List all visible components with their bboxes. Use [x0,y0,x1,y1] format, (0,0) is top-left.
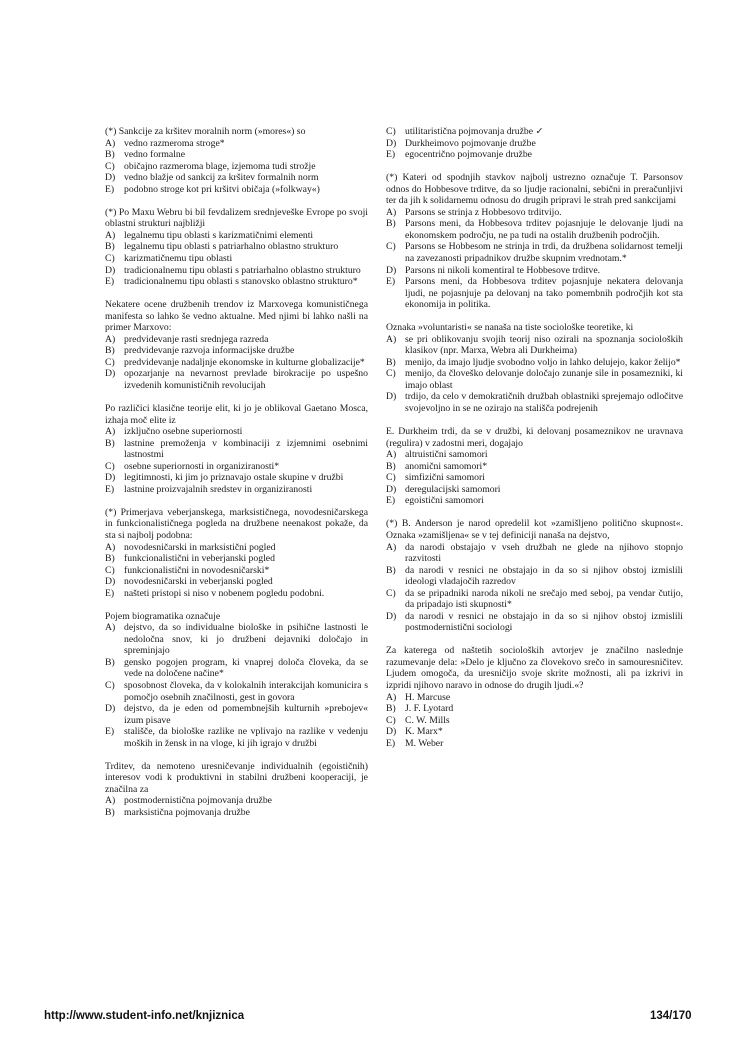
answer-option [105,703,368,726]
question [386,645,683,749]
option-letter: B) [105,437,115,449]
left-column [105,126,368,830]
answer-option [386,138,683,150]
option-letter: B) [105,806,115,818]
option-letter: D) [386,137,397,149]
option-letter: A) [105,795,116,807]
option-text: legalnemu tipu oblasti s patriarhalno oblastno strukturo [124,241,339,253]
answer-option [386,703,683,715]
option-letter: B) [105,241,115,253]
answer-option [386,241,683,264]
answer-option [105,726,368,749]
answer-option [386,692,683,704]
answer-option [105,276,368,288]
option-letter: B) [386,460,396,472]
option-letter: A) [105,541,116,553]
option-letter: A) [386,449,397,461]
question [386,518,683,633]
option-letter: D) [105,472,116,484]
option-text: H. Marcuse [405,691,451,703]
option-letter: C) [386,368,396,380]
option-letter: A) [105,229,116,241]
answer-option [105,345,368,357]
question [105,761,368,819]
answer-option [386,461,683,473]
option-letter: B) [105,149,115,161]
option-letter: B) [386,703,396,715]
page-number: 134/170 [650,1010,692,1022]
option-text: menijo, da imajo ljudje svobodno voljo in lahko delujejo, kakor želijo* [405,356,681,368]
option-letter: D) [105,172,116,184]
answer-option [105,542,368,554]
question-stem: Za katerega od naštetih socioloških avtorjev je značilno naslednje razumevanje dela: »Delo je ključno za človekovo srečo in samouresničitev. Ljudem omogoča, da uresničijo svoje skrite možnosti, ali pa izkrivi in izpridi njihovo naravo in odnose do drugih ljudi.«? [386,645,683,692]
option-text: egoistični samomori [405,495,484,507]
option-text: marksistična pojmovanja družbe [124,806,250,818]
option-text: Parsons se strinja z Hobbesovo trditvijo. [405,206,562,218]
option-letter: E) [105,587,115,599]
option-text: podobno stroge kot pri kršitvi običaja (»folkway«) [124,183,320,195]
option-text: osebne superiornosti in organiziranosti* [124,460,280,472]
option-text: tradicionalnemu tipu oblasti s stanovsko oblastno strukturo* [124,276,358,288]
option-letter: B) [105,553,115,565]
answer-option [386,391,683,414]
option-text: K. Marx* [405,726,443,738]
answer-option [386,588,683,611]
answer-option [105,184,368,196]
option-text: funkcionalistični in veberjanski pogled [124,553,275,565]
option-letter: A) [105,622,116,634]
option-letter: D) [105,703,116,715]
question-stem: (*) Primerjava veberjanskega, marksističnega, novodesničarskega in funkcionalističnega pogleda na družbene neenakost pokaže, da sta si najbolj podobna: [105,506,368,541]
option-text: altruistični samomori [405,449,488,461]
option-text: novodesničarski in veberjanski pogled [124,576,273,588]
option-text: vedno razmeroma stroge* [124,137,225,149]
answer-option [105,461,368,473]
answer-option [105,230,368,242]
option-letter: A) [105,137,116,149]
option-text: legitimnosti, ki jim jo priznavajo ostale skupine v družbi [124,472,344,484]
answer-option [386,334,683,357]
answer-option [105,138,368,150]
answer-option [386,207,683,219]
question [105,126,368,195]
option-text: opozarjanje na nevarnost prevlade birokracije po uspešno izvedenih komunističnih revolucijah [124,368,368,391]
option-text: predvidevanje nadaljnje ekonomske in kulturne globalizacije* [124,356,365,368]
option-letter: E) [386,149,396,161]
answer-option [105,149,368,161]
option-text: lastnine premoženja v kombinaciji z izjemnimi osebnimi lastnostmi [124,437,368,461]
answer-option [105,622,368,657]
option-text: simfizični samomori [405,472,485,484]
option-letter: C) [105,460,115,472]
question [386,172,683,311]
question-stem: (*) Sankcije za kršitev moralnih norm (»mores«) so [105,126,306,137]
option-letter: C) [105,160,115,172]
answer-option [386,495,683,507]
option-letter: C) [386,587,396,599]
option-letter: E) [105,726,115,738]
option-text: trdijo, da celo v demokratičnih družbah oblastniki sprejemajo odločitve svojevoljno in se ne ozirajo na stališča podrejenih [405,391,683,415]
question [386,426,683,507]
option-letter: E) [105,276,115,288]
option-letter: C) [386,472,396,484]
option-text: tradicionalnemu tipu oblasti s patriarhalno oblastno strukturo [124,264,361,276]
question [105,403,368,495]
option-letter: A) [105,333,116,345]
option-letter: E) [105,483,115,495]
answer-option [386,726,683,738]
option-letter: D) [386,610,397,622]
option-text: da narodi v resnici ne obstajajo in da so si njihov obstoj izmislili ideologi vladajočih razredov [405,564,683,588]
answer-option [386,357,683,369]
option-letter: D) [386,264,397,276]
answer-option [386,542,683,565]
answer-option [386,449,683,461]
option-text: deregulacijski samomori [405,483,501,495]
answer-option [386,565,683,588]
question-stem: E. Durkheim trdi, da se v družbi, ki delovanj posameznikov ne uravnava (regulira) v zadostni meri, dogajajo [386,426,683,449]
question [105,611,368,750]
option-text: M. Weber [405,737,444,749]
question [105,299,368,391]
option-text: da narodi v resnici ne obstajajo in da so si njihov obstoj izmislili postmodernistični sociologi [405,610,683,634]
option-letter: A) [386,206,397,218]
option-letter: D) [105,368,116,380]
option-text: predvidevanje razvoja informacijske družbe [124,345,295,357]
option-text: karizmatičnemu tipu oblasti [124,252,233,264]
answer-option [386,265,683,277]
answer-option [105,357,368,369]
option-text: vedno formalne [124,149,186,161]
option-text: Durkheimovo pojmovanje družbe [405,137,536,149]
option-letter: E) [105,183,115,195]
answer-option [386,368,683,391]
option-letter: A) [386,541,397,553]
option-letter: C) [386,126,396,137]
option-text: lastnine proizvajalnih sredstev in organiziranosti [124,483,313,495]
option-text: dejstvo, da so individualne biološke in psihične lastnosti le nedoločna snov, ki jo družbeni dejavniki določajo in spreminjajo [124,622,368,657]
option-letter: A) [105,426,116,438]
answer-option [105,172,368,184]
question-stem: Trditev, da nemoteno uresničevanje individualnih (egoističnih) interesov vodi k produktivni in stabilni družbeni kooperaciji, je značilna za [105,760,368,795]
question [105,207,368,288]
question-stem: Nekatere ocene družbenih trendov iz Marxovega komunističnega manifesta so lahko še vedno aktualne. Med njimi bi lahko našli na primer Marxovo: [105,299,368,334]
option-letter: B) [386,218,396,230]
option-text: menijo, da človeško delovanje določajo zunanje sile in posamezniki, ki imajo oblast [405,368,683,391]
right-column [386,126,683,761]
option-letter: C) [386,714,396,726]
option-text: novodesničarski in marksistični pogled [124,541,276,553]
option-text: sposobnost človeka, da v kolokalnih interakcijah komunicira s pomočjo osebnih značilnosti, gest in govora [124,680,368,703]
option-text: postmodernistična pojmovanja družbe [124,795,272,807]
answer-option [105,265,368,277]
option-text: Parsons se Hobbesom ne strinja in trdi, da družbena solidarnost temelji na zavezanosti pripadnikov družbe skupnim vrednotam.* [405,241,683,264]
answer-option [386,738,683,750]
answer-option [105,553,368,565]
answer-option [386,715,683,727]
option-letter: A) [386,691,397,703]
answer-option [386,149,683,161]
option-text: se pri oblikovanju svojih teorij niso ozirali na spoznanja socioloških klasikov (npr. Marxa, Webra ali Durkheima) [405,333,683,357]
option-text: izključno osebne superiornosti [124,426,243,438]
option-letter: B) [386,356,396,368]
option-letter: E) [386,495,396,507]
question-stem: (*) Kateri od spodnjih stavkov najbolj ustrezno označuje T. Parsonsov odnos do Hobbesove trditve, da so ljudje racionalni, sebični in preračunljivi ter da jih k solidarnemu odnosu do drugih pripravi le strah pred sankcijami [386,172,683,207]
option-text: stališče, da biološke razlike ne vplivajo na razlike v vedenju moških in žensk in na vloge, ki jih igrajo v družbi [124,726,368,749]
answer-option [105,472,368,484]
option-letter: D) [386,726,397,738]
answer-option [105,657,368,680]
answer-option [105,807,368,819]
option-letter: B) [105,656,115,668]
question-stem: (*) Po Maxu Webru bi bil fevdalizem srednjeveške Evrope po svoji oblastni strukturi najbližji [105,206,368,230]
option-letter: E) [386,737,396,749]
option-text: Parsons ni nikoli komentiral te Hobbesove trditve. [405,264,601,276]
answer-option [105,161,368,173]
option-letter: D) [105,264,116,276]
footer-url[interactable]: http://www.student-info.net/knjiznica [44,1010,245,1022]
answer-option [105,680,368,703]
answer-option [105,426,368,438]
question-stem: Oznaka »voluntaristi« se nanaša na tiste sociološke teoretike, ki [386,322,634,334]
answer-option [105,795,368,807]
option-letter: D) [105,576,116,588]
answer-option [105,241,368,253]
answer-option [386,126,683,138]
answer-option [386,218,683,241]
question [386,322,683,414]
option-text: predvidevanje rasti srednjega razreda [124,333,269,345]
option-text: gensko pogojen program, ki vnaprej določa človeka, da se vede na določene načine* [124,656,368,680]
option-letter: D) [386,483,397,495]
option-letter: C) [105,356,115,368]
answer-option [386,472,683,484]
answer-option [386,276,683,311]
option-letter: B) [105,345,115,357]
option-text: običajno razmeroma blage, izjemoma tudi strožje [124,160,316,172]
option-letter: A) [386,333,397,345]
answer-option [105,368,368,391]
answer-option [105,334,368,346]
option-letter: D) [386,391,397,403]
option-text: utilitaristična pojmovanja družbe ✓ [405,126,544,137]
answer-option [386,484,683,496]
option-text: anomični samomori* [405,460,488,472]
answer-option [386,611,683,634]
option-text: J. F. Lyotard [405,703,454,715]
option-letter: C) [105,680,115,692]
question-stem: Po različici klasične teorije elit, ki jo je oblikoval Gaetano Mosca, izhaja moč elite iz [105,402,368,426]
option-text: funkcionalistični in novodesničarski* [124,564,270,576]
option-text: dejstvo, da je eden od pomembnejših kulturnih »prebojev« izum pisave [124,703,368,726]
question [105,507,368,599]
option-text: Parsons meni, da Hobbesova trditev pojasnjuje nekatera delovanja ljudi, ne pojasnjuje pa delovanj na tako pomembnih področjih kot sta ekonomija in politika. [405,276,683,311]
option-letter: C) [105,252,115,264]
option-letter: C) [105,564,115,576]
question [386,126,683,161]
option-text: egocentrično pojmovanje družbe [405,149,532,161]
option-text: legalnemu tipu oblasti s karizmatičnimi elementi [124,229,314,241]
option-text: našteti pristopi si niso v nobenem pogledu podobni. [124,587,325,599]
option-text: vedno blažje od sankcij za kršitev formalnih norm [124,172,319,184]
option-letter: E) [386,276,396,288]
question-stem: Pojem biogramatika označuje [105,610,221,622]
answer-option [105,438,368,461]
answer-option [105,253,368,265]
question-stem: (*) B. Anderson je narod opredelil kot »zamišljeno politično skupnost«. Oznaka »zamišljena« se v tej definiciji nanaša na dejstvo, [386,518,683,541]
answer-option [105,484,368,496]
option-letter: C) [386,241,396,253]
answer-option [105,565,368,577]
option-text: Parsons meni, da Hobbesova trditev pojasnjuje le delovanje ljudi na ekonomskem področju, ne pa tudi na ostalih družbenih področjih. [405,218,683,241]
option-letter: B) [386,564,396,576]
option-text: da narodi obstajajo v vseh družbah ne glede na njihovo stopnjo razvitosti [405,541,683,565]
option-text: da se pripadniki naroda nikoli ne srečajo med seboj, pa vendar čutijo, da pripadajo isti skupnosti* [405,587,683,611]
option-text: C. W. Mills [405,714,450,726]
answer-option [105,576,368,588]
answer-option [105,588,368,600]
